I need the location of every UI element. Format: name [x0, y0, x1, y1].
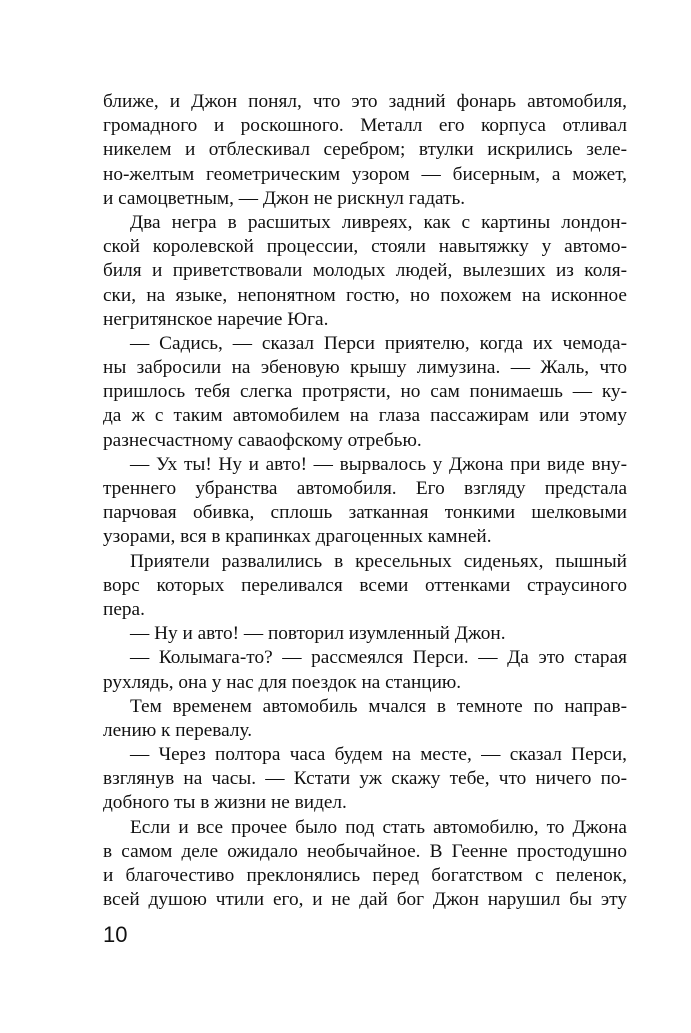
text-line: — Колымага-то? — рассмеялся Перси. — Да это старая	[130, 647, 627, 669]
page-number: 10	[103, 922, 128, 947]
paragraph	[103, 90, 627, 211]
text-line: — Ух ты! Ну и авто! — вырвалось у Джона при виде вну-	[130, 453, 627, 475]
page-body	[103, 90, 627, 912]
text-line: треннего убранства автомобиля. Его взгляду предстала	[103, 478, 627, 499]
paragraph	[103, 550, 627, 623]
text-line: в самом деле ожидало необычайное. В Геенне простодушно	[103, 840, 627, 862]
text-line: ны забросили на эбеновую крышу лимузина. — Жаль, что	[103, 357, 627, 379]
text-line: — Через полтора часа будем на месте, — сказал Перси,	[130, 744, 627, 766]
paragraph	[103, 816, 627, 913]
paragraph	[103, 332, 627, 453]
text-line: и благочестиво преклонялись перед богатством с пеленок,	[103, 865, 627, 886]
text-line: узорами, вся в крапинках драгоценных камней.	[103, 526, 492, 548]
text-line: громадного и роскошного. Металл его корпуса отливал	[103, 115, 627, 137]
text-line: никелем и отблескивал серебром; втулки искрились зеле-	[103, 139, 627, 161]
text-line: негритянское наречие Юга.	[103, 308, 329, 330]
text-line: Тем временем автомобиль мчался в темноте по направ-	[130, 695, 627, 717]
text-line: взглянув на часы. — Кстати уж скажу тебе, что ничего по-	[103, 768, 627, 790]
text-line: Два негра в расшитых ливреях, как с картины лондон-	[130, 211, 627, 233]
paragraph	[103, 453, 627, 550]
paragraph	[103, 211, 627, 332]
paragraph	[103, 622, 627, 646]
text-line: — Ну и авто! — повторил изумленный Джон.	[130, 623, 506, 645]
text-line: Если и все прочее было под стать автомобилю, то Джона	[130, 816, 627, 838]
text-line: парчовая обивка, сплошь затканная тонкими шелковыми	[103, 502, 627, 524]
text-line: да ж с таким автомобилем на глаза пассажирам или этому	[103, 405, 627, 427]
paragraph	[103, 743, 627, 816]
text-line: ворс которых переливался всеми оттенками страусиного	[103, 574, 627, 596]
paragraph	[103, 695, 627, 743]
text-line: но-желтым геометрическим узором — бисерным, а может,	[103, 163, 627, 185]
text-line: ближе, и Джон понял, что это задний фонарь автомобиля,	[103, 91, 627, 112]
text-line: разнесчастному саваофскому отребью.	[103, 429, 422, 451]
text-line: и самоцветным, — Джон не рискнул гадать.	[103, 187, 466, 209]
text-line: Приятели развалились в кресельных сиденьях, пышный	[130, 550, 627, 572]
text-line: пришлось тебя слегка протрясти, но сам понимаешь — ку-	[103, 381, 627, 403]
text-line: ской королевской процессии, стояли навытяжку у автомо-	[103, 236, 627, 258]
text-line: лению к перевалу.	[103, 719, 253, 741]
text-line: ски, на языке, непонятном гостю, но похожем на исконное	[103, 284, 627, 306]
text-line: рухлядь, она у нас для поездок на станцию.	[103, 671, 462, 693]
text-line: всей душою чтили его, и не дай бог Джон нарушил бы эту	[103, 889, 627, 911]
text-line: пера.	[103, 598, 145, 620]
text-line: добного ты в жизни не видел.	[103, 792, 347, 814]
text-line: биля и приветствовали молодых людей, вылезших из коля-	[103, 260, 627, 282]
paragraph	[103, 646, 627, 694]
text-line: — Садись, — сказал Перси приятелю, когда их чемода-	[130, 332, 627, 354]
